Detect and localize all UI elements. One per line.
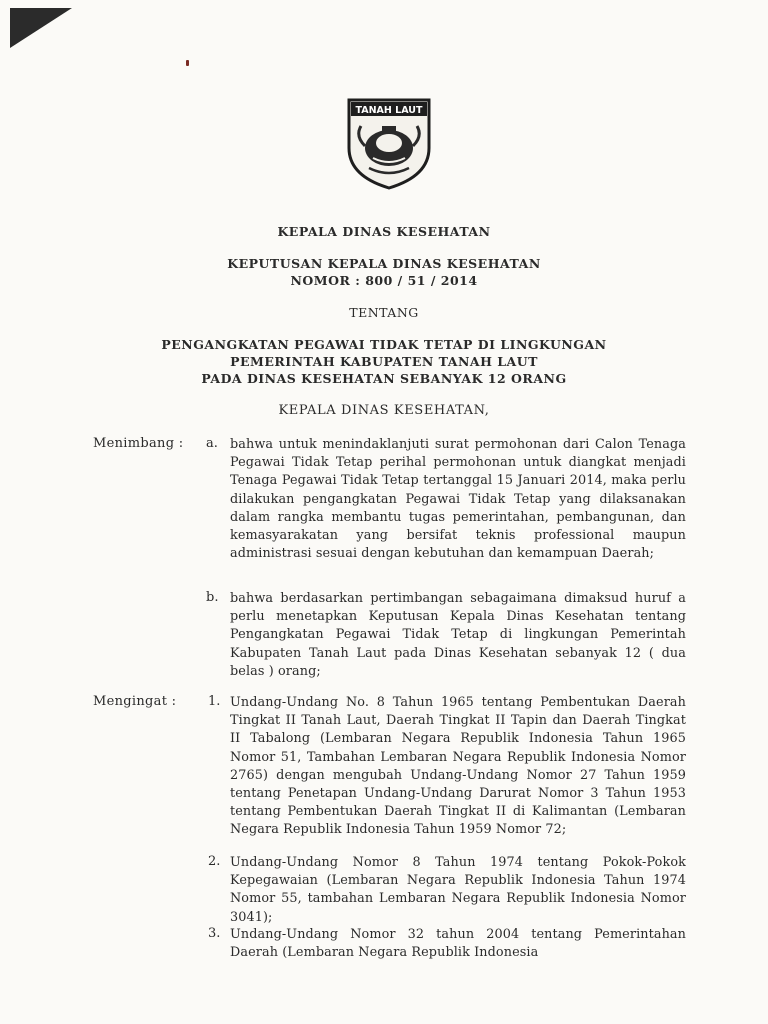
item-marker: 3. <box>208 926 221 941</box>
subject-line: PENGANGKATAN PEGAWAI TIDAK TETAP DI LINGKUNGAN <box>161 337 607 352</box>
about-heading: TENTANG <box>349 305 419 320</box>
scan-corner-fold <box>10 8 72 48</box>
subject-line: PADA DINAS KESEHATAN SEBANYAK 12 ORANG <box>201 371 567 386</box>
item-marker: a. <box>206 436 218 451</box>
decree-title: KEPUTUSAN KEPALA DINAS KESEHATAN <box>227 256 541 271</box>
subject-line: PEMERINTAH KABUPATEN TANAH LAUT <box>230 354 538 369</box>
item-marker: 1. <box>208 694 221 709</box>
emblem-label: TANAH LAUT <box>355 105 423 116</box>
mengingat-item-1: Undang-Undang No. 8 Tahun 1965 tentang Pembentukan Daerah Tingkat II Tanah Laut, Daerah Tingkat II Tapin dan Daerah Tingkat II Tabalong (Lembaran Negara Republik Indonesia Tahun 1965 Nomor 51, Tambahan Lembaran Negara Republik Indonesia Nomor 2765) dengan mengubah Undang-Undang Nomor 27 Tahun 1959 tentang Penetapan Undang-Undang Darurat Nomor 3 Tahun 1953 tentang Pembentukan Daerah Tingkat II di Kalimantan (Lembaran Negara Republik Indonesia Tahun 1959 Nomor 72; <box>230 695 686 838</box>
scan-speck <box>186 60 189 66</box>
tanah-laut-emblem <box>345 96 433 190</box>
mengingat-item-2: Undang-Undang Nomor 8 Tahun 1974 tentang Pokok-Pokok Kepegawaian (Lembaran Negara Republik Indonesia Tahun 1974 Nomor 55, tambahan Lembaran Negara Republik Indonesia Nomor 3041); <box>230 855 686 925</box>
decree-number: NOMOR : 800 / 51 / 2014 <box>290 273 478 288</box>
mengingat-item-3: Undang-Undang Nomor 32 tahun 2004 tentang Pemerintahan Daerah (Lembaran Negara Republik Indonesia <box>230 927 686 961</box>
mengingat-label: Mengingat : <box>93 694 177 709</box>
item-marker: 2. <box>208 854 221 869</box>
menimbang-label: Menimbang : <box>93 436 184 451</box>
menimbang-item-a: bahwa untuk menindaklanjuti surat permohonan dari Calon Tenaga Pegawai Tidak Tetap perihal permohonan untuk diangkat menjadi Tenaga Pegawai Tidak Tetap tertanggal 15 Januari 2014, maka perlu dilakukan pengangkatan Pegawai Tidak Tetap yang dilaksanakan dalam rangka membantu tugas pemerintahan, pembangunan, dan kemasyarakatan yang bersifat teknis professional maupun administrasi sesuai dengan kebutuhan dan kemampuan Daerah; <box>230 437 686 562</box>
issuer-heading: KEPALA DINAS KESEHATAN, <box>278 403 490 418</box>
institution-title: KEPALA DINAS KESEHATAN <box>277 224 491 239</box>
item-marker: b. <box>206 590 219 605</box>
menimbang-item-b: bahwa berdasarkan pertimbangan sebagaimana dimaksud huruf a perlu menetapkan Keputusan Kepala Dinas Kesehatan tentang Pengangkatan Pegawai Tidak Tetap di lingkungan Pemerintah Kabupaten Tanah Laut pada Dinas Kesehatan sebanyak 12 ( dua belas ) orang; <box>230 591 686 679</box>
